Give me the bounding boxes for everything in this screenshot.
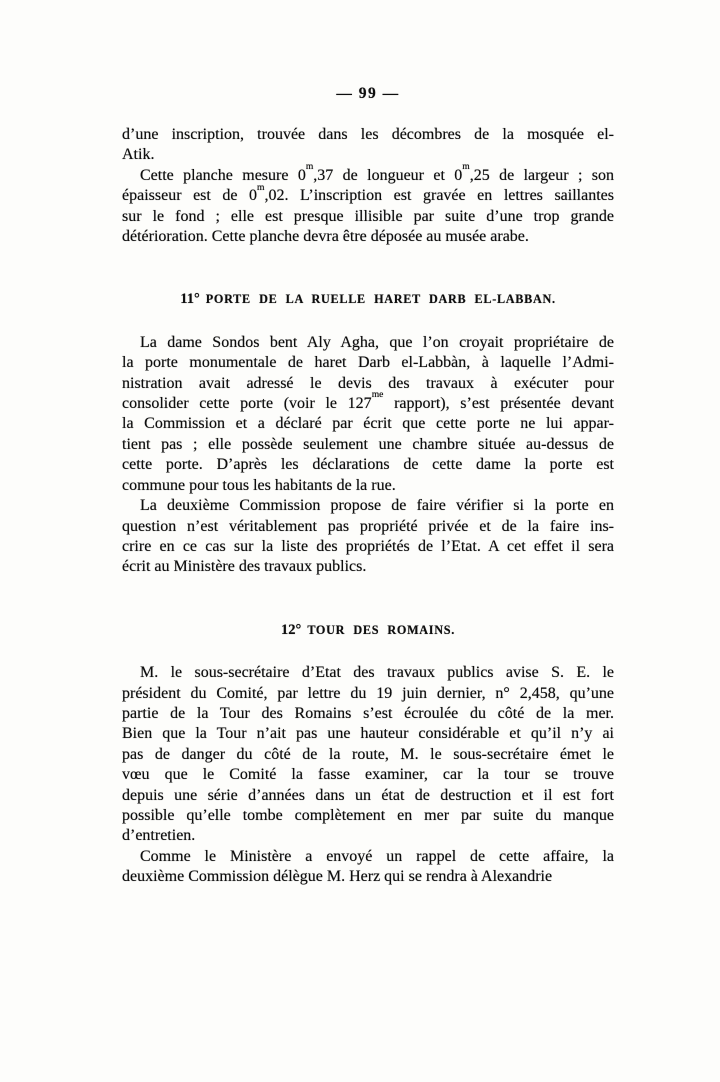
text-line: possible qu’elle tombe complètement en mer par suite du manque xyxy=(122,806,614,824)
text-line: consolider cette porte (voir le $127^{me}$ rapport), s’est présentée devant xyxy=(122,389,614,413)
paragraph xyxy=(122,333,614,496)
text-line: commune pour tous les habitants de la rue. xyxy=(122,476,396,494)
text-line: d’entretien. xyxy=(122,827,196,845)
text-line: président du Comité, par lettre du 19 juin dernier, n° 2,458, qu’une xyxy=(122,684,614,702)
text-line: la porte monumentale de haret Darb el-Labbàn, à laquelle l’Admi- xyxy=(122,354,614,372)
heading-number: 11° xyxy=(180,291,200,308)
text-line: question n’est véritablement pas propriété privée et de la faire ins- xyxy=(122,517,614,535)
text-line: nistration avait adressé le devis des travaux à exécuter pour xyxy=(122,374,614,392)
text-line: pas de danger du côté de la route, M. le sous-secrétaire émet le xyxy=(122,745,614,763)
heading-title: TOUR DES ROMAINS. xyxy=(307,622,455,637)
paragraph xyxy=(122,847,614,888)
text-line: Comme le Ministère a envoyé un rappel de cette affaire, la xyxy=(140,847,614,865)
text-line: M. le sous-secrétaire d’Etat des travaux publics avise S. E. le xyxy=(140,664,614,682)
paragraph xyxy=(122,161,614,248)
text-line: depuis une série d’années dans un état de destruction et il est fort xyxy=(122,786,614,804)
text-line: écrit au Ministère des travaux publics. xyxy=(122,558,367,576)
text-line: deuxième Commission délègue M. Herz qui se rendra à Alexandrie xyxy=(122,868,553,886)
text-line: Bien que la Tour n’ait pas une hauteur considérable et qu’il n’y ai xyxy=(122,725,614,743)
text-line: la Commission et a déclaré par écrit que cette porte ne lui appar- xyxy=(122,415,614,433)
paragraph xyxy=(122,663,614,847)
text-line: Atik. xyxy=(122,146,155,164)
section-heading xyxy=(122,289,614,309)
heading-title: PORTE DE LA RUELLE HARET DARB EL-LABBAN. xyxy=(205,292,556,307)
text-line: La dame Sondos bent Aly Agha, que l’on croyait propriétaire de xyxy=(140,333,614,351)
text-line: vœu que le Comité la fasse examiner, car la tour se trouve xyxy=(122,766,614,784)
section-heading xyxy=(122,620,614,640)
heading-number: 12° xyxy=(281,621,302,638)
paragraph xyxy=(122,125,614,166)
text-line: La deuxième Commission propose de faire vérifier si la porte en xyxy=(140,497,614,515)
text-line: détérioration. Cette planche devra être déposée au musée arabe. xyxy=(122,228,529,246)
page-number: — 99 — xyxy=(336,85,400,102)
text-line: Cette planche mesure 0$^m$,37 de longueur et 0$^m$,25 de largeur ; son xyxy=(140,161,614,184)
text-line: épaisseur est de 0$^m$,02. L’inscription est gravée en lettres saillantes xyxy=(122,181,614,205)
text-line: cette porte. D’après les déclarations de cette dame la porte est xyxy=(122,456,614,474)
text-line: crire en ce cas sur la liste des propriétés de l’Etat. A cet effet il sera xyxy=(122,537,614,555)
text-line: sur le fond ; elle est presque illisible par suite d’une trop grande xyxy=(122,207,614,225)
paragraph xyxy=(122,496,614,578)
text-line: partie de la Tour des Romains s’est écroulée du côté de la mer. xyxy=(122,704,614,722)
text-line: d’une inscription, trouvée dans les décombres de la mosquée el- xyxy=(122,126,614,143)
page-content xyxy=(122,125,614,888)
text-line: tient pas ; elle possède seulement une chambre située au-dessus de xyxy=(122,435,614,453)
